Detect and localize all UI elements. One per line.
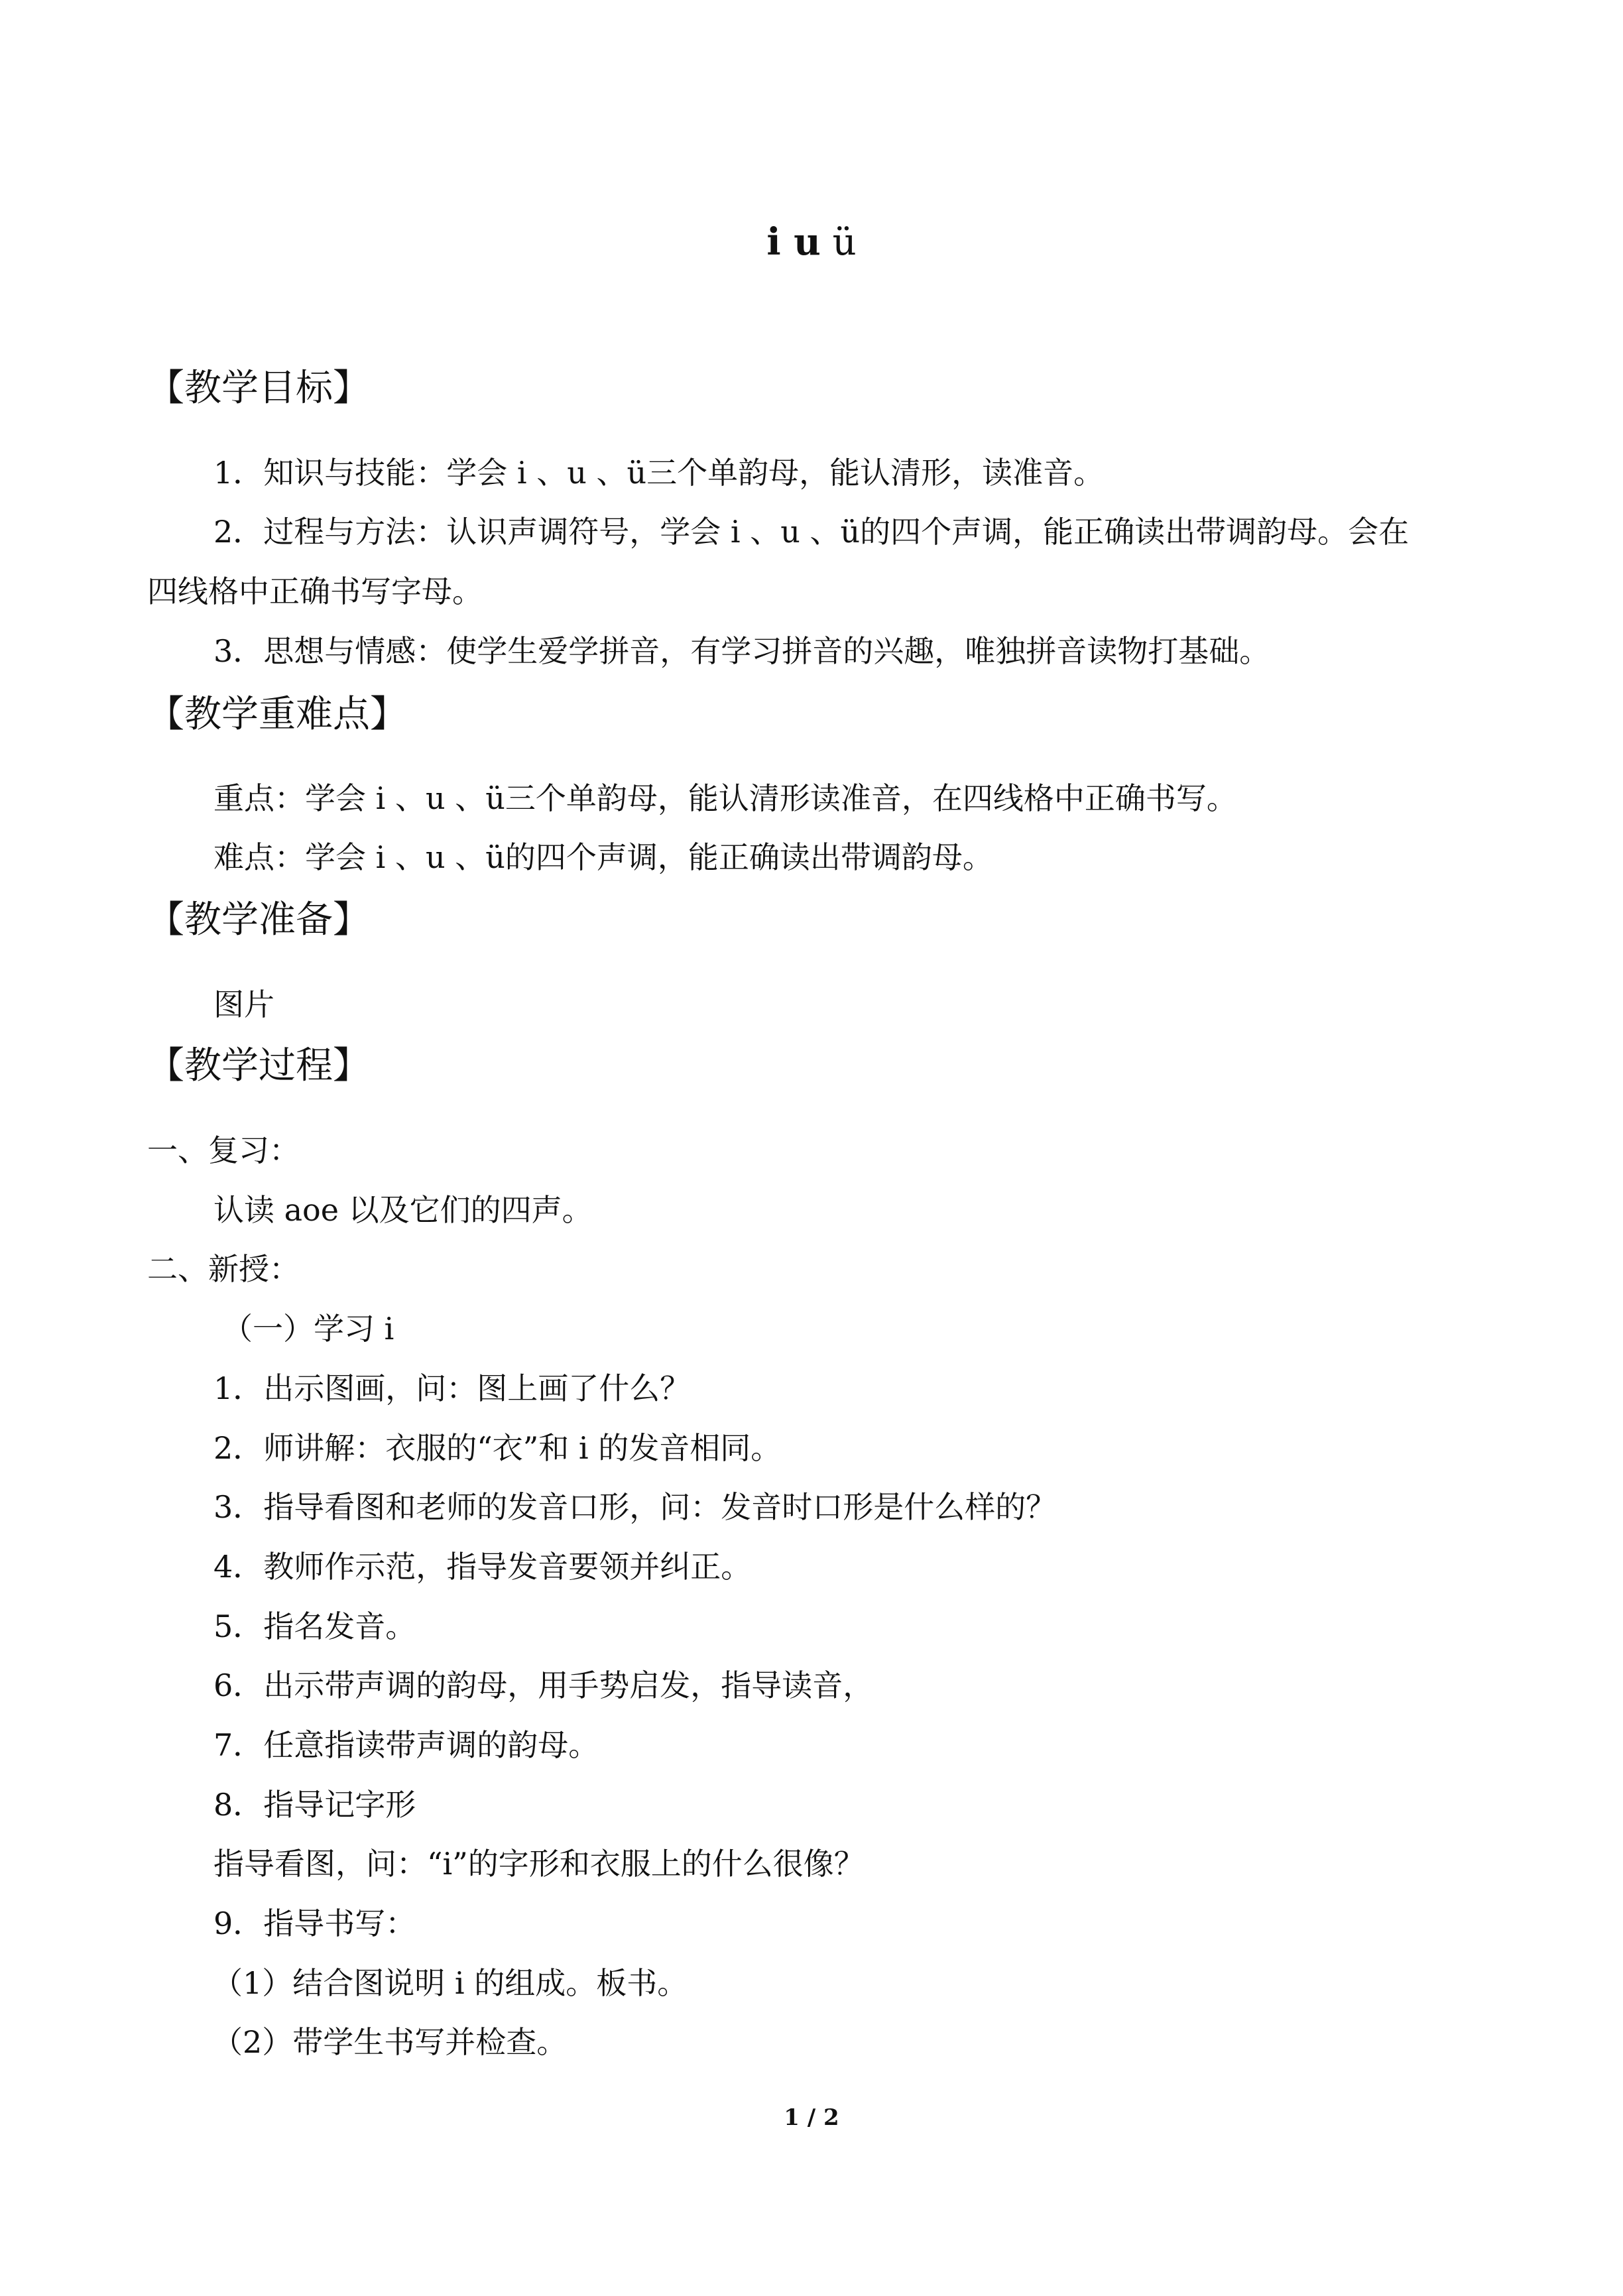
goals-item-3: 3．思想与情感：使学生爱学拼音，有学习拼音的兴趣，唯独拼音读物打基础。 (213, 633, 1270, 669)
step-2: 2．师讲解：衣服的“衣”和 i 的发音相同。 (213, 1430, 782, 1466)
section-heading-key-points: 【教学重难点】 (147, 693, 407, 736)
write-step-2: （2）带学生书写并检查。 (212, 2024, 568, 2060)
section-heading-preparation: 【教学准备】 (147, 898, 370, 941)
preparation-content: 图片 (213, 987, 274, 1022)
step-4: 4．教师作示范，指导发音要领并纠正。 (213, 1549, 752, 1585)
goals-item-2-line-1: 2．过程与方法：认识声调符号，学会 i 、u 、ü的四个声调，能正确读出带调韵母。会在 (213, 514, 1410, 550)
difficult-point: 难点：学会 i 、u 、ü的四个声调，能正确读出带调韵母。 (213, 839, 993, 875)
step-6: 6．出示带声调的韵母，用手势启发，指导读音， (213, 1667, 874, 1703)
page-title (0, 219, 1623, 266)
step-1: 1．出示图画，问：图上画了什么？ (213, 1370, 691, 1406)
goals-item-1: 1．知识与技能：学会 i 、u 、ü三个单韵母，能认清形，读准音。 (213, 455, 1105, 491)
page-number: 1 / 2 (784, 2104, 839, 2131)
step-7: 7．任意指读带声调的韵母。 (213, 1727, 599, 1763)
write-step-1: （1）结合图说明 i 的组成。板书。 (212, 1965, 688, 2001)
sub-title-learn-i: （一）学习 i (222, 1311, 394, 1347)
section-heading-goals: 【教学目标】 (147, 367, 370, 410)
shape-question: 指导看图，问：“i”的字形和衣服上的什么很像？ (213, 1846, 865, 1882)
review-title: 一、复习： (147, 1132, 300, 1168)
step-5: 5．指名发音。 (213, 1608, 416, 1644)
section-heading-process: 【教学过程】 (147, 1044, 370, 1087)
step-3: 3．指导看图和老师的发音口形，问：发音时口形是什么样的？ (213, 1489, 1057, 1525)
key-point: 重点：学会 i 、u 、ü三个单韵母，能认清形读准音，在四线格中正确书写。 (213, 780, 1237, 816)
title-bold-part: i u (766, 220, 821, 264)
step-9: 9．指导书写： (213, 1905, 416, 1941)
review-content: 认读 aoe 以及它们的四声。 (213, 1192, 593, 1228)
title-normal-part: ü (832, 221, 857, 264)
step-8: 8．指导记字形 (213, 1787, 416, 1823)
new-title: 二、新授： (147, 1251, 300, 1287)
goals-item-2-line-2: 四线格中正确书写字母。 (147, 574, 483, 609)
